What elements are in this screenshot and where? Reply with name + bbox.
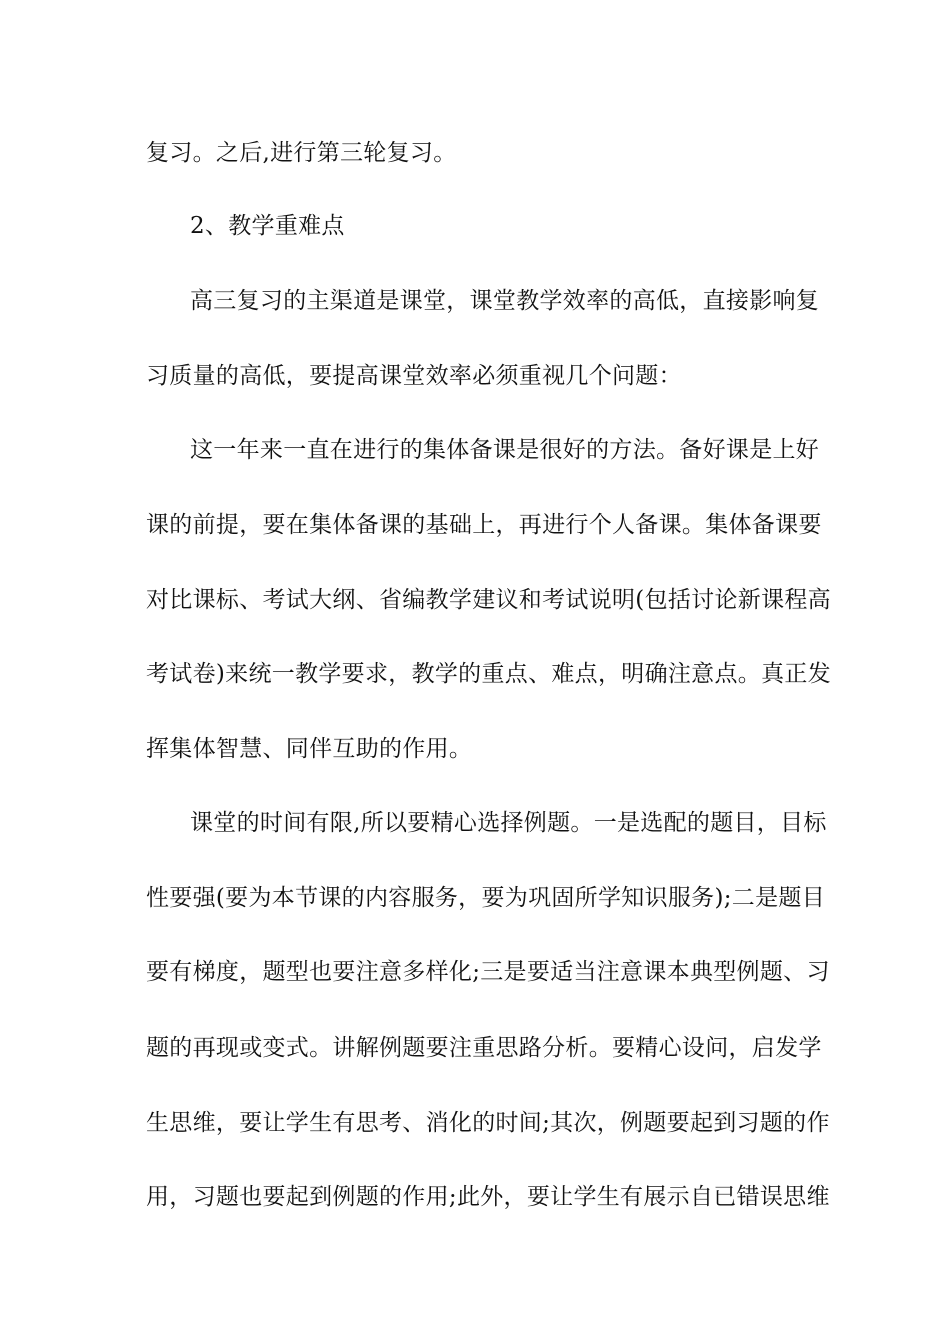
paragraph-line-11: 性要强(要为本节课的内容服务，要为巩固所学知识服务);二是题目 [146,885,825,911]
paragraph-line-5: 这一年来一直在进行的集体备课是很好的方法。备好课是上好 [190,437,820,463]
paragraph-line-1: 复习。之后,进行第三轮复习。 [146,140,457,166]
paragraph-line-15: 用，习题也要起到例题的作用;此外，要让学生有展示自已错误思维 [146,1184,830,1210]
paragraph-line-7: 对比课标、考试大纲、省编教学建议和考试说明(包括讨论新课程高 [146,587,831,613]
paragraph-line-3: 高三复习的主渠道是课堂，课堂教学效率的高低，直接影响复 [190,288,820,314]
paragraph-line-8: 考试卷)来统一教学要求，教学的重点、难点，明确注意点。真正发 [146,661,831,687]
paragraph-line-4: 习质量的高低，要提高课堂效率必须重视几个问题： [146,363,682,389]
paragraph-line-12: 要有梯度，题型也要注意多样化;三是要适当注意课本典型例题、习 [146,959,830,985]
paragraph-line-13: 题的再现或变式。讲解例题要注重思路分析。要精心设问，启发学 [146,1035,822,1061]
paragraph-line-6: 课的前提，要在集体备课的基础上，再进行个人备课。集体备课要 [146,512,822,538]
section-heading: 2、教学重难点 [190,213,345,239]
paragraph-line-10: 课堂的时间有限,所以要精心选择例题。一是选配的题目，目标 [190,810,827,836]
paragraph-line-14: 生思维，要让学生有思考、消化的时间;其次，例题要起到习题的作 [146,1110,830,1136]
paragraph-line-9: 挥集体智慧、同伴互助的作用。 [146,736,473,762]
